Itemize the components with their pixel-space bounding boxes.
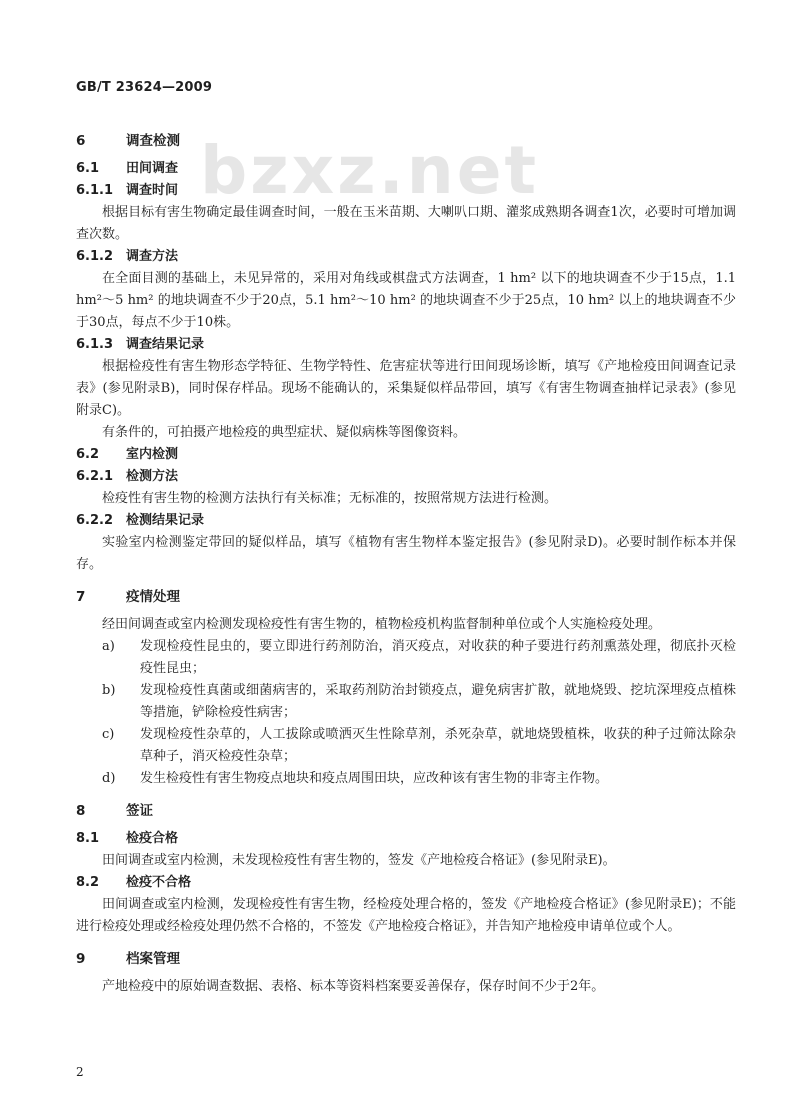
- section-title: 检疫合格: [126, 831, 179, 846]
- document-body: [76, 130, 736, 998]
- list-text: 发现检疫性杂草的，人工拔除或喷洒灭生性除草剂，杀死杂草，就地烧毁植株，收获的种子过筛汰除杂草种子，消灭检疫性杂草；: [140, 727, 736, 764]
- section-title: 签证: [126, 803, 153, 819]
- section-6-1-2-heading: [76, 246, 736, 268]
- paragraph: 有条件的，可拍摄产地检疫的典型症状、疑似病株等图像资料。: [102, 425, 467, 440]
- section-8-1-heading: [76, 828, 736, 850]
- list-item: [76, 724, 736, 768]
- section-8-heading: [76, 800, 736, 822]
- section-number: 6.2.2: [76, 513, 114, 528]
- paragraph: 实验室内检测鉴定带回的疑似样品，填写《植物有害生物样本鉴定报告》(参见附录D)。必要时制作标本并保存。: [76, 535, 736, 572]
- list-item: [76, 680, 736, 724]
- section-number: 8.2: [76, 875, 100, 890]
- section-number: 6.1: [76, 161, 100, 176]
- section-number: 8: [76, 803, 86, 819]
- section-title: 疫情处理: [126, 589, 180, 605]
- section-title: 调查方法: [126, 249, 179, 264]
- watermark: bzxz.net: [200, 132, 540, 209]
- section-number: 7: [76, 589, 86, 605]
- page-number: 2: [76, 1065, 84, 1079]
- list-item: [76, 768, 736, 790]
- paragraph: 在全面目测的基础上，未见异常的，采用对角线或棋盘式方法调查，1 hm² 以下的地块调查不少于15点，1.1 hm²～5 hm² 的地块调查不少于20点，5.1 hm²～10 hm² 的地块调查不少于25点，10 hm² 以上的地块调查不少于30点，每点不少于10株。: [76, 271, 736, 330]
- section-title: 调查检测: [126, 133, 180, 149]
- section-title: 调查时间: [126, 183, 179, 198]
- section-number: 6.2: [76, 447, 100, 462]
- list-item: [76, 636, 736, 680]
- section-7-heading: [76, 586, 736, 608]
- section-6-2-2-heading: [76, 510, 736, 532]
- section-number: 9: [76, 951, 86, 967]
- list-marker: b): [102, 683, 116, 698]
- section-6-2-1-heading: [76, 466, 736, 488]
- list-marker: d): [102, 771, 116, 786]
- paragraph: 经田间调查或室内检测发现检疫性有害生物的，植物检疫机构监督制种单位或个人实施检疫处理。: [102, 617, 662, 632]
- paragraph: 根据检疫性有害生物形态学特征、生物学特性、危害症状等进行田间现场诊断，填写《产地检疫田间调查记录表》(参见附录B)，同时保存样品。现场不能确认的，采集疑似样品带回，填写《有害生物调查抽样记录表》(参见附录C)。: [76, 359, 736, 418]
- section-number: 6: [76, 133, 86, 149]
- paragraph: 田间调查或室内检测，未发现检疫性有害生物的，签发《产地检疫合格证》(参见附录E)。: [102, 853, 616, 868]
- section-title: 检测结果记录: [126, 513, 205, 528]
- section-9-heading: [76, 948, 736, 970]
- section-6-1-3-heading: [76, 334, 736, 356]
- section-title: 室内检测: [126, 447, 179, 462]
- paragraph: 根据目标有害生物确定最佳调查时间，一般在玉米苗期、大喇叭口期、灌浆成熟期各调查1次，必要时可增加调查次数。: [76, 205, 736, 242]
- section-number: 6.1.1: [76, 183, 114, 198]
- list-text: 发现检疫性昆虫的，要立即进行药剂防治，消灭疫点，对收获的种子要进行药剂熏蒸处理，彻底扑灭检疫性昆虫；: [140, 639, 736, 676]
- standard-code-header: GB/T 23624—2009: [76, 80, 213, 95]
- section-title: 档案管理: [126, 951, 180, 967]
- list-marker: c): [102, 727, 115, 742]
- section-6-2-heading: [76, 444, 736, 466]
- list-text: 发现检疫性真菌或细菌病害的，采取药剂防治封锁疫点，避免病害扩散，就地烧毁、挖坑深埋疫点植株等措施，铲除检疫性病害；: [140, 683, 736, 720]
- paragraph: 田间调查或室内检测，发现检疫性有害生物，经检疫处理合格的，签发《产地检疫合格证》(参见附录E)；不能进行检疫处理或经检疫处理仍然不合格的，不签发《产地检疫合格证》，并告知产地检疫申请单位或个人。: [76, 897, 736, 934]
- paragraph: 检疫性有害生物的检测方法执行有关标准；无标准的，按照常规方法进行检测。: [102, 491, 558, 506]
- section-title: 检测方法: [126, 469, 179, 484]
- section-number: 6.1.3: [76, 337, 114, 352]
- section-title: 检疫不合格: [126, 875, 192, 890]
- section-number: 6.2.1: [76, 469, 114, 484]
- section-title: 调查结果记录: [126, 337, 205, 352]
- section-6-1-heading: [76, 158, 736, 180]
- section-title: 田间调查: [126, 161, 179, 176]
- section-number: 6.1.2: [76, 249, 114, 264]
- list-text: 发生检疫性有害生物疫点地块和疫点周围田块，应改种该有害生物的非寄主作物。: [140, 771, 609, 786]
- section-6-heading: [76, 130, 736, 152]
- paragraph: 产地检疫中的原始调查数据、表格、标本等资料档案要妥善保存，保存时间不少于2年。: [102, 979, 605, 994]
- section-8-2-heading: [76, 872, 736, 894]
- section-6-1-1-heading: [76, 180, 736, 202]
- list-marker: a): [102, 639, 115, 654]
- section-number: 8.1: [76, 831, 100, 846]
